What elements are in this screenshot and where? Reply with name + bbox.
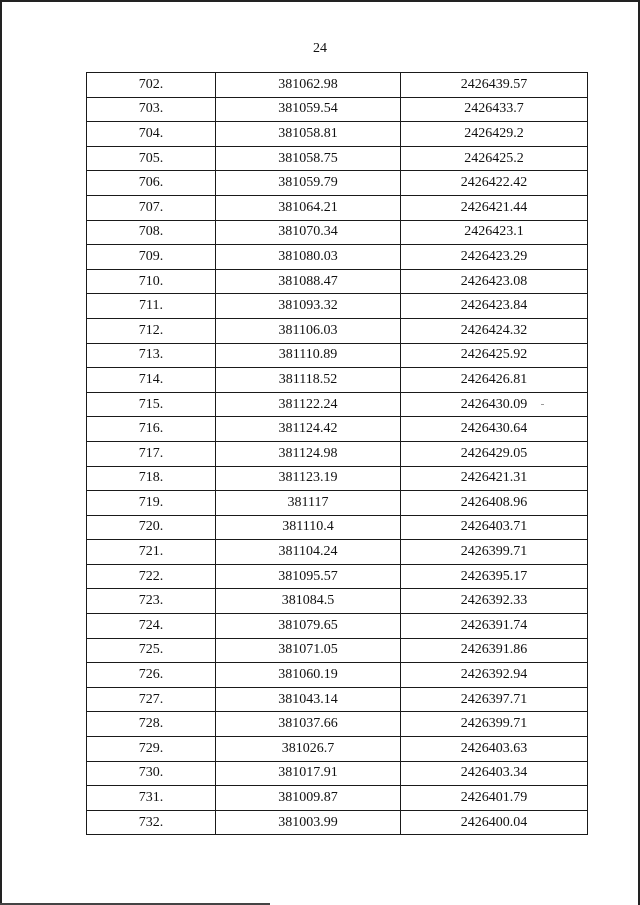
x-coordinate-cell: 381124.42 <box>216 417 401 442</box>
y-coordinate-cell: 2426403.71 <box>401 515 588 540</box>
x-coordinate-cell: 381093.32 <box>216 294 401 319</box>
y-coordinate-cell: 2426425.92 <box>401 343 588 368</box>
point-number-cell: 719. <box>87 491 216 516</box>
y-coordinate-cell: 2426423.1 <box>401 220 588 245</box>
y-coordinate-cell: 2426430.64 <box>401 417 588 442</box>
y-coordinate-cell: 2426433.7 <box>401 97 588 122</box>
x-coordinate-cell: 381080.03 <box>216 245 401 270</box>
x-coordinate-cell: 381084.5 <box>216 589 401 614</box>
table-row <box>87 146 588 171</box>
table-row <box>87 712 588 737</box>
x-coordinate-cell: 381110.4 <box>216 515 401 540</box>
point-number-cell: 704. <box>87 122 216 147</box>
page-number: 24 <box>313 41 327 56</box>
table-row <box>87 515 588 540</box>
y-coordinate-cell: 2426400.04 <box>401 810 588 835</box>
table-row <box>87 97 588 122</box>
y-coordinate-cell: 2426421.44 <box>401 195 588 220</box>
point-number-cell: 726. <box>87 663 216 688</box>
x-coordinate-cell: 381118.52 <box>216 368 401 393</box>
table-row <box>87 589 588 614</box>
point-number-cell: 713. <box>87 343 216 368</box>
y-coordinate-cell: 2426395.17 <box>401 564 588 589</box>
point-number-cell: 711. <box>87 294 216 319</box>
table-row <box>87 294 588 319</box>
point-number-cell: 702. <box>87 73 216 98</box>
x-coordinate-cell: 381088.47 <box>216 269 401 294</box>
coordinates-table <box>86 72 588 835</box>
x-coordinate-cell: 381059.54 <box>216 97 401 122</box>
point-number-cell: 707. <box>87 195 216 220</box>
point-number-cell: 712. <box>87 318 216 343</box>
table-row <box>87 810 588 835</box>
x-coordinate-cell: 381106.03 <box>216 318 401 343</box>
point-number-cell: 710. <box>87 269 216 294</box>
table-row <box>87 466 588 491</box>
point-number-cell: 725. <box>87 638 216 663</box>
point-number-cell: 715. <box>87 392 216 417</box>
point-number-cell: 716. <box>87 417 216 442</box>
table-row <box>87 171 588 196</box>
table-row <box>87 564 588 589</box>
point-number-cell: 720. <box>87 515 216 540</box>
point-number-cell: 706. <box>87 171 216 196</box>
point-number-cell: 732. <box>87 810 216 835</box>
table-row <box>87 687 588 712</box>
table-row <box>87 343 588 368</box>
table-row <box>87 122 588 147</box>
x-coordinate-cell: 381059.79 <box>216 171 401 196</box>
y-coordinate-cell: 2426424.32 <box>401 318 588 343</box>
point-number-cell: 722. <box>87 564 216 589</box>
x-coordinate-cell: 381071.05 <box>216 638 401 663</box>
y-coordinate-cell: 2426391.74 <box>401 614 588 639</box>
y-coordinate-cell: 2426397.71 <box>401 687 588 712</box>
y-coordinate-cell: 2426429.2 <box>401 122 588 147</box>
table-row <box>87 614 588 639</box>
point-number-cell: 729. <box>87 737 216 762</box>
x-coordinate-cell: 381037.66 <box>216 712 401 737</box>
table-row <box>87 269 588 294</box>
point-number-cell: 728. <box>87 712 216 737</box>
table-row <box>87 761 588 786</box>
x-coordinate-cell: 381064.21 <box>216 195 401 220</box>
y-coordinate-cell: 2426425.2 <box>401 146 588 171</box>
x-coordinate-cell: 381017.91 <box>216 761 401 786</box>
x-coordinate-cell: 381026.7 <box>216 737 401 762</box>
y-coordinate-cell: 2426401.79 <box>401 786 588 811</box>
point-number-cell: 705. <box>87 146 216 171</box>
x-coordinate-cell: 381009.87 <box>216 786 401 811</box>
table-row <box>87 491 588 516</box>
table-row <box>87 540 588 565</box>
y-coordinate-cell: 2426399.71 <box>401 712 588 737</box>
table-row <box>87 73 588 98</box>
point-number-cell: 723. <box>87 589 216 614</box>
x-coordinate-cell: 381060.19 <box>216 663 401 688</box>
point-number-cell: 730. <box>87 761 216 786</box>
table-row <box>87 737 588 762</box>
table-row <box>87 220 588 245</box>
point-number-cell: 708. <box>87 220 216 245</box>
point-number-cell: 727. <box>87 687 216 712</box>
coordinates-table-body <box>87 73 588 835</box>
x-coordinate-cell: 381122.24 <box>216 392 401 417</box>
y-coordinate-cell: 2426439.57 <box>401 73 588 98</box>
table-row <box>87 417 588 442</box>
y-coordinate-cell: 2426392.33 <box>401 589 588 614</box>
x-coordinate-cell: 381095.57 <box>216 564 401 589</box>
table-row <box>87 663 588 688</box>
table-row <box>87 368 588 393</box>
x-coordinate-cell: 381003.99 <box>216 810 401 835</box>
point-number-cell: 724. <box>87 614 216 639</box>
x-coordinate-cell: 381043.14 <box>216 687 401 712</box>
y-coordinate-cell: 2426399.71 <box>401 540 588 565</box>
x-coordinate-cell: 381058.75 <box>216 146 401 171</box>
scan-speck <box>541 404 544 405</box>
table-row <box>87 392 588 417</box>
x-coordinate-cell: 381062.98 <box>216 73 401 98</box>
y-coordinate-cell: 2426403.34 <box>401 761 588 786</box>
table-row <box>87 245 588 270</box>
y-coordinate-cell: 2426422.42 <box>401 171 588 196</box>
y-coordinate-cell: 2426392.94 <box>401 663 588 688</box>
y-coordinate-cell: 2426403.63 <box>401 737 588 762</box>
point-number-cell: 714. <box>87 368 216 393</box>
y-coordinate-cell: 2426426.81 <box>401 368 588 393</box>
y-coordinate-cell: 2426423.29 <box>401 245 588 270</box>
x-coordinate-cell: 381124.98 <box>216 441 401 466</box>
x-coordinate-cell: 381123.19 <box>216 466 401 491</box>
y-coordinate-cell: 2426429.05 <box>401 441 588 466</box>
y-coordinate-cell: 2426421.31 <box>401 466 588 491</box>
table-row <box>87 318 588 343</box>
table-row <box>87 638 588 663</box>
table-row <box>87 786 588 811</box>
x-coordinate-cell: 381104.24 <box>216 540 401 565</box>
x-coordinate-cell: 381079.65 <box>216 614 401 639</box>
y-coordinate-cell: 2426430.09 <box>401 392 588 417</box>
x-coordinate-cell: 381117 <box>216 491 401 516</box>
point-number-cell: 703. <box>87 97 216 122</box>
page-border-left <box>0 0 2 905</box>
x-coordinate-cell: 381070.34 <box>216 220 401 245</box>
y-coordinate-cell: 2426408.96 <box>401 491 588 516</box>
y-coordinate-cell: 2426423.08 <box>401 269 588 294</box>
point-number-cell: 717. <box>87 441 216 466</box>
point-number-cell: 718. <box>87 466 216 491</box>
x-coordinate-cell: 381110.89 <box>216 343 401 368</box>
y-coordinate-cell: 2426423.84 <box>401 294 588 319</box>
x-coordinate-cell: 381058.81 <box>216 122 401 147</box>
table-row <box>87 195 588 220</box>
table-row <box>87 441 588 466</box>
y-coordinate-cell: 2426391.86 <box>401 638 588 663</box>
page-border-top <box>0 0 640 2</box>
point-number-cell: 731. <box>87 786 216 811</box>
point-number-cell: 709. <box>87 245 216 270</box>
point-number-cell: 721. <box>87 540 216 565</box>
